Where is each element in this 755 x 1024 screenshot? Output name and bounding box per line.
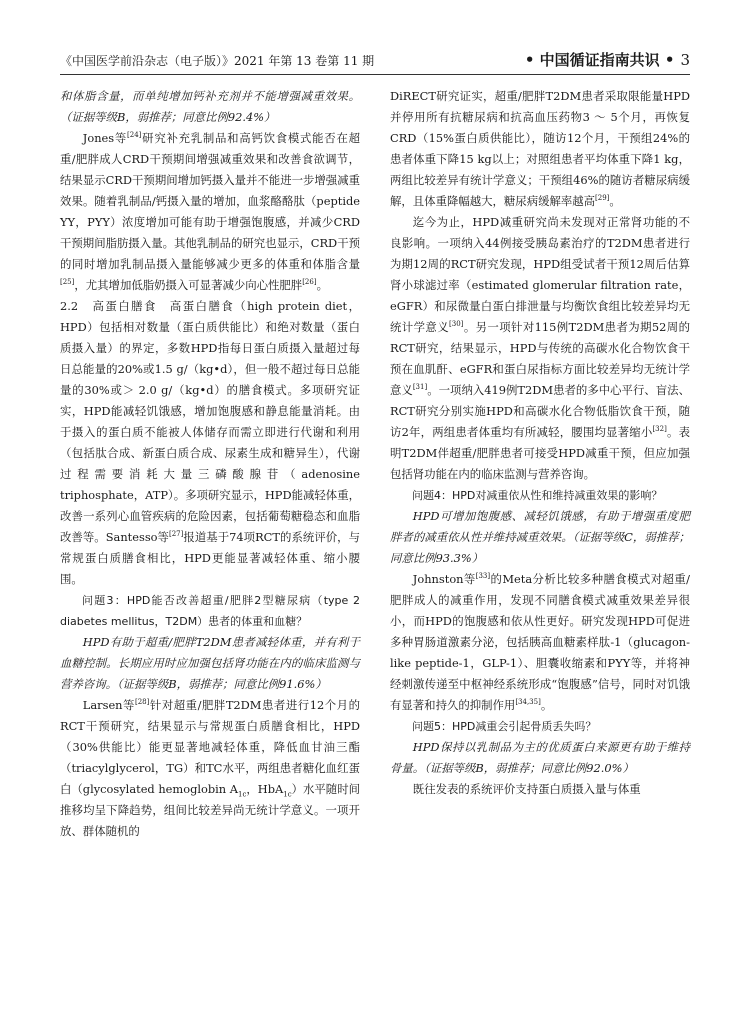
text-span: 迄今为止，HPD减重研究尚未发现对正常肾功能的不良影响。一项纳入44例接受胰岛素治疗的T2DM患者进行为期12周的RCT研究发现，HPD组受试者干预12周后估算肾小球滤过率（estimated glomerular filtration rate，eGFR）和尿微量白蛋白排泄量与均衡饮食组比较差异均无统计学意义 [390, 215, 690, 334]
text-span: Larsen等 [82, 698, 135, 712]
paragraph-larsen [60, 695, 360, 842]
paragraph-direct [390, 86, 690, 212]
text-span: ，尤其增加低脂奶摄入可显著减少向心性肥胖 [74, 278, 303, 292]
citation: [31] [412, 383, 428, 392]
question-5: 问题5：HPD减重会引起骨质丢失吗？ [412, 720, 597, 733]
citation: [32] [652, 425, 667, 434]
text-span: 。 [609, 194, 621, 208]
paragraph-renal [390, 212, 690, 485]
text-span: 研究补充乳制品和高钙饮食模式能否在超重/肥胖成人CRD干预期间增强减重效果和改善食欲调节，结果显示CRD干预期间增加钙摄入量并不能进一步增强减重效果。随着乳制品/钙摄入量的增加，血浆酪酪肽（peptide YY，PYY）浓度增加可能有助于增强饱腹感，并减少CRD干预期间脂肪摄入量。其他乳制品的研究也显示，CRD干预的同时增加乳制品摄入量能够减少更多的体重和体脂含量 [60, 131, 360, 271]
text-span: ，HbA [246, 782, 284, 796]
text-span: 报道基于74项RCT的系统评价，与常规蛋白质膳食相比，HPD更能显著减轻体重、缩小腰围。 [60, 530, 360, 586]
text-span: 2.2 高蛋白膳食 高蛋白膳食（high protein diet，HPD）包括相对数量（蛋白质供能比）和绝对数量（蛋白质摄入量）的界定，多数HPD指每日蛋白质摄入量超过每日总能量的20%或1.5 g/（kg•d），但一般不超过每日总能量的30%或＞ 2.0 g/（kg•d）的膳食模式。多项研究证实，HPD能减轻饥饿感，增加饱腹感和静息能量消耗。由于摄入的蛋白质不能被人体储存而需立即进行代谢和利用（包括肽合成、新蛋白质合成、尿素生成和糖异生），代谢过程需要消耗大量三磷酸腺苷（adenosine triphosphate，ATP）。多项研究显示，HPD能减轻体重，改善一系列心血管疾病的危险因素，包括葡萄糖稳态和血脂改善等。Santesso等 [60, 299, 360, 544]
page-header [60, 48, 690, 75]
question-3: 问题3：HPD能否改善超重/肥胖2型糖尿病（type 2 diabetes mellitus，T2DM）患者的体重和血糖？ [60, 594, 360, 628]
text-span: 的Meta分析比较多种膳食模式对超重/肥胖成人的减重作用，发现不同膳食模式减重效果差异很小，而HPD的饱腹感和依从性更好。研究发现HPD可促进多种胃肠道激素分泌，包括胰高血糖素样肽-1（glucagon-like peptide-1，GLP-1）、胆囊收缩素和PYY等，并将神经刺激传递至中枢神经系统形成“饱腹感”信号，同时对饥饿有显著和持久的抑制作用 [390, 572, 690, 712]
text-span: 。 [540, 698, 553, 712]
journal-info: 《中国医学前沿杂志（电子版）》2021 年第 13 卷第 11 期 [60, 54, 375, 68]
section-2-2 [60, 296, 360, 590]
recommendation-4: HPD可增加饱腹感、减轻饥饿感，有助于增强重度肥胖者的减重依从性并维持减重效果。（证据等级C，弱推荐；同意比例93.3%） [390, 509, 690, 565]
citation: [26] [302, 278, 317, 287]
citation: [28] [134, 698, 150, 707]
section-title [525, 49, 690, 70]
citation: [24] [127, 131, 142, 140]
paragraph-jones [60, 128, 360, 296]
citation: [33] [475, 572, 491, 581]
question-4: 问题4：HPD对减重依从性和维持减重效果的影响？ [412, 489, 663, 502]
subscript: 1c [283, 790, 292, 799]
paragraph-johnston [390, 569, 690, 716]
citation: [34,35] [515, 698, 541, 707]
text-span: 。一项纳入419例T2DM患者的多中心平行、盲法、RCT研究分别实施HPD和高碳水化合物低脂饮食干预，随访2年，两组患者体重均有所减轻，腰围均显著缩小 [390, 383, 690, 439]
citation: [29] [595, 194, 610, 203]
text-span: 。表明T2DM伴超重/肥胖患者可接受HPD减重干预，但应加强包括肾功能在内的临床监测与营养咨询。 [390, 425, 690, 481]
citation: [30] [449, 320, 464, 329]
page-number: 3 [680, 51, 690, 69]
text-span: Johnston等 [412, 572, 476, 586]
recommendation-5: HPD保持以乳制品为主的优质蛋白来源更有助于维持骨量。（证据等级B，弱推荐；同意比例92.0%） [390, 740, 690, 775]
text-span: 。另一项针对115例T2DM患者为期52周的RCT研究，结果显示，HPD与传统的高碳水化合物饮食干预在血肌酐、eGFR和蛋白尿指标方面比较差异均无统计学意义 [390, 320, 690, 397]
right-column [390, 86, 690, 800]
recommendation-3: HPD有助于超重/肥胖T2DM患者减轻体重，并有利于血糖控制。长期应用时应加强包括肾功能在内的临床监测与营养咨询。（证据等级B，弱推荐；同意比例91.6%） [60, 635, 360, 691]
citation: [27] [169, 530, 184, 539]
text-span: ）水平随时间推移均呈下降趋势，组间比较差异尚无统计学意义。一项开放、群体随机的 [60, 782, 360, 838]
section-label: • 中国循证指南共识 • [524, 51, 675, 69]
recommendation-2-end: 和体脂含量，而单纯增加钙补充剂并不能增强减重效果。（证据等级B，弱推荐；同意比例92.4%） [60, 89, 360, 124]
text-span: 。 [316, 278, 328, 292]
paragraph-bone: 既往发表的系统评价支持蛋白质摄入量与体重 [412, 782, 641, 796]
text-span: Jones等 [82, 131, 128, 145]
text-span: DiRECT研究证实，超重/肥胖T2DM患者采取限能量HPD并停用所有抗糖尿病和抗高血压药物3 ～ 5个月，再恢复CRD（15%蛋白质供能比），随访12个月，干预组24%的患者体重下降15 kg以上；对照组患者平均体重下降1 kg，两组比较差异有统计学意义；干预组46%的随访者糖尿病缓解，且体重降幅越大，糖尿病缓解率越高 [390, 89, 690, 208]
subscript: 1c [238, 790, 247, 799]
citation: [25] [60, 278, 75, 287]
left-column [60, 86, 360, 842]
text-span: 针对超重/肥胖T2DM患者进行12个月的RCT干预研究，结果显示与常规蛋白质膳食相比，HPD（30%供能比）能更显著地减轻体重，降低血甘油三酯（triacylglycerol，TG）和TC水平，两组患者糖化血红蛋白（glycosylated hemoglobin A [60, 698, 360, 796]
